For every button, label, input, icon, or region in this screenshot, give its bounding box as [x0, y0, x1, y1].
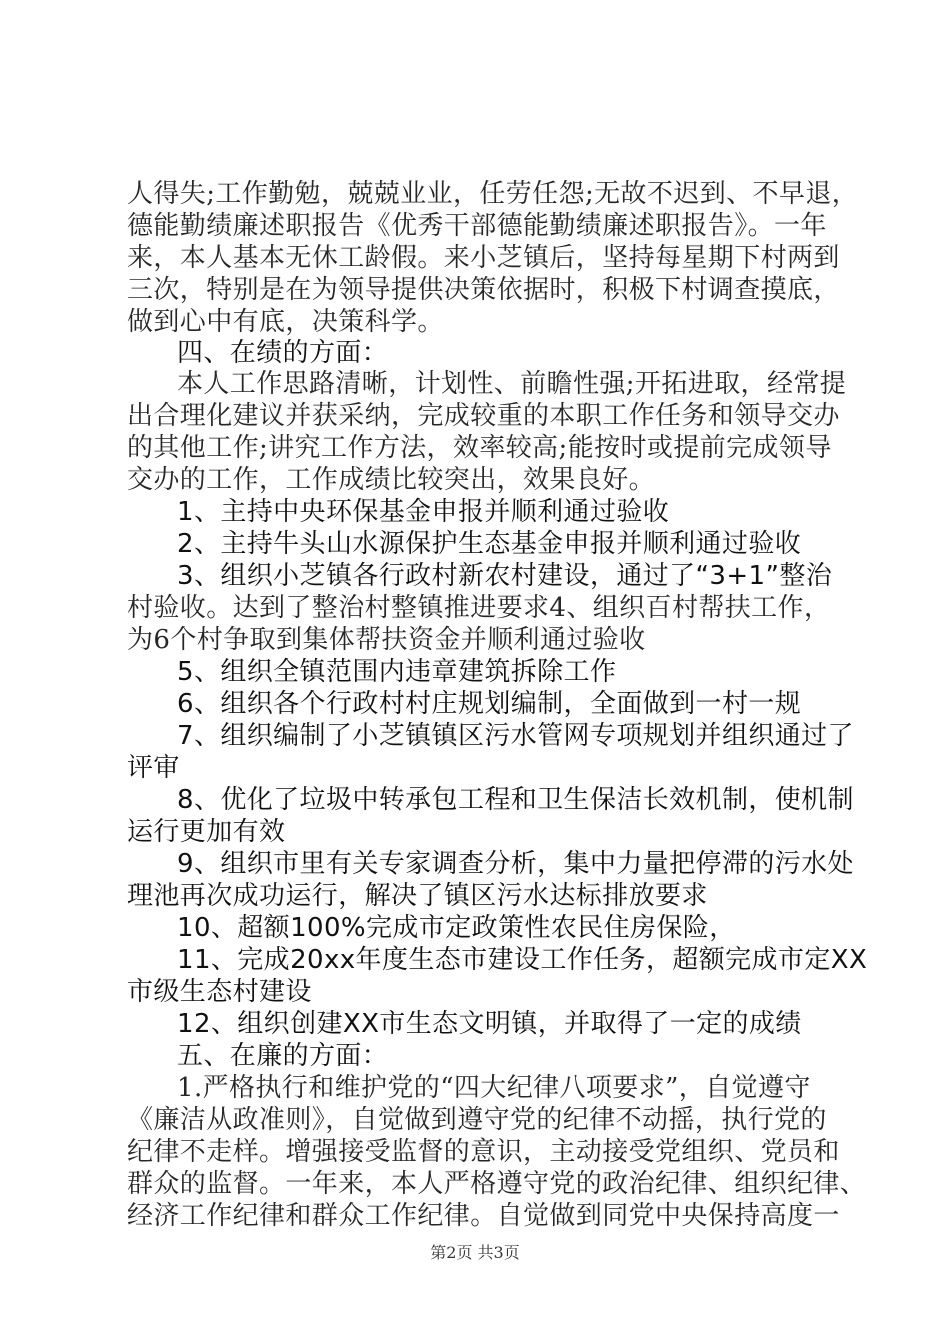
- list-item: 6、组织各个行政村村庄规划编制，全面做到一村一规: [177, 689, 802, 719]
- list-item: 7、组织编制了小芝镇镇区污水管网专项规划并组织通过了: [177, 721, 854, 751]
- list-item: 11、完成20xx年度生态市建设工作任务，超额完成市定XX: [177, 945, 868, 975]
- list-item: 1、主持中央环保基金申报并顺利通过验收: [177, 497, 670, 527]
- text-line: 来，本人基本无休工龄假。来小芝镇后，坚持每星期下村两到: [127, 243, 840, 273]
- list-item: 3、组织小芝镇各行政村新农村建设，通过了“3+1”整治: [177, 561, 833, 591]
- list-item: 2、主持牛头山水源保护生态基金申报并顺利通过验收: [177, 529, 802, 559]
- text-line: 1.严格执行和维护党的“四大纪律八项要求”，自觉遵守: [177, 1073, 811, 1103]
- text-line: 群众的监督。一年来，本人严格遵守党的政治纪律、组织纪律、: [127, 1169, 867, 1199]
- list-item-continuation: 市级生态村建设: [127, 977, 312, 1007]
- list-item: 8、优化了垃圾中转承包工程和卫生保洁长效机制，使机制: [177, 785, 854, 815]
- list-item: 10、超额100%完成市定政策性农民住房保险，: [177, 913, 736, 943]
- text-line: 人得失;工作勤勉，兢兢业业，任劳任怨;无故不迟到、不早退，: [127, 179, 859, 209]
- list-item: 12、组织创建XX市生态文明镇，并取得了一定的成绩: [177, 1009, 802, 1039]
- text-line: 本人工作思路清晰，计划性、前瞻性强;开拓进取，经常提: [177, 369, 847, 399]
- text-line: 交办的工作，工作成绩比较突出，效果良好。: [127, 465, 656, 495]
- section-heading: 四、在绩的方面：: [177, 338, 389, 368]
- list-item: 5、组织全镇范围内违章建筑拆除工作: [177, 657, 617, 687]
- list-item-continuation: 理池再次成功运行，解决了镇区污水达标排放要求: [127, 881, 708, 911]
- text-line: 《廉洁从政准则》，自觉做到遵守党的纪律不动摇，执行党的: [127, 1105, 827, 1135]
- text-line: 村验收。达到了整治村整镇推进要求4、组织百村帮扶工作，: [127, 593, 831, 623]
- text-line: 做到心中有底，决策科学。: [127, 307, 444, 337]
- list-item-continuation: 评审: [127, 753, 180, 783]
- list-item-continuation: 运行更加有效: [127, 817, 286, 847]
- text-line: 的其他工作;讲究工作方法，效率较高;能按时或提前完成领导: [127, 433, 832, 463]
- text-line: 三次，特别是在为领导提供决策依据时，积极下村调查摸底，: [127, 275, 840, 305]
- section-heading: 五、在廉的方面：: [177, 1041, 389, 1071]
- text-line: 为6个村争取到集体帮扶资金并顺利通过验收: [127, 625, 646, 655]
- text-line: 德能勤绩廉述职报告《优秀干部德能勤绩廉述职报告》。一年: [127, 211, 827, 241]
- text-line: 出合理化建议并获采纳，完成较重的本职工作任务和领导交办: [127, 401, 840, 431]
- page-number-footer: 第2页 共3页: [430, 1243, 520, 1262]
- text-line: 纪律不走样。增强接受监督的意识，主动接受党组织、党员和: [127, 1137, 840, 1167]
- list-item: 9、组织市里有关专家调查分析，集中力量把停滞的污水处: [177, 849, 854, 879]
- text-line: 经济工作纪律和群众工作纪律。自觉做到同党中央保持高度一: [127, 1201, 840, 1231]
